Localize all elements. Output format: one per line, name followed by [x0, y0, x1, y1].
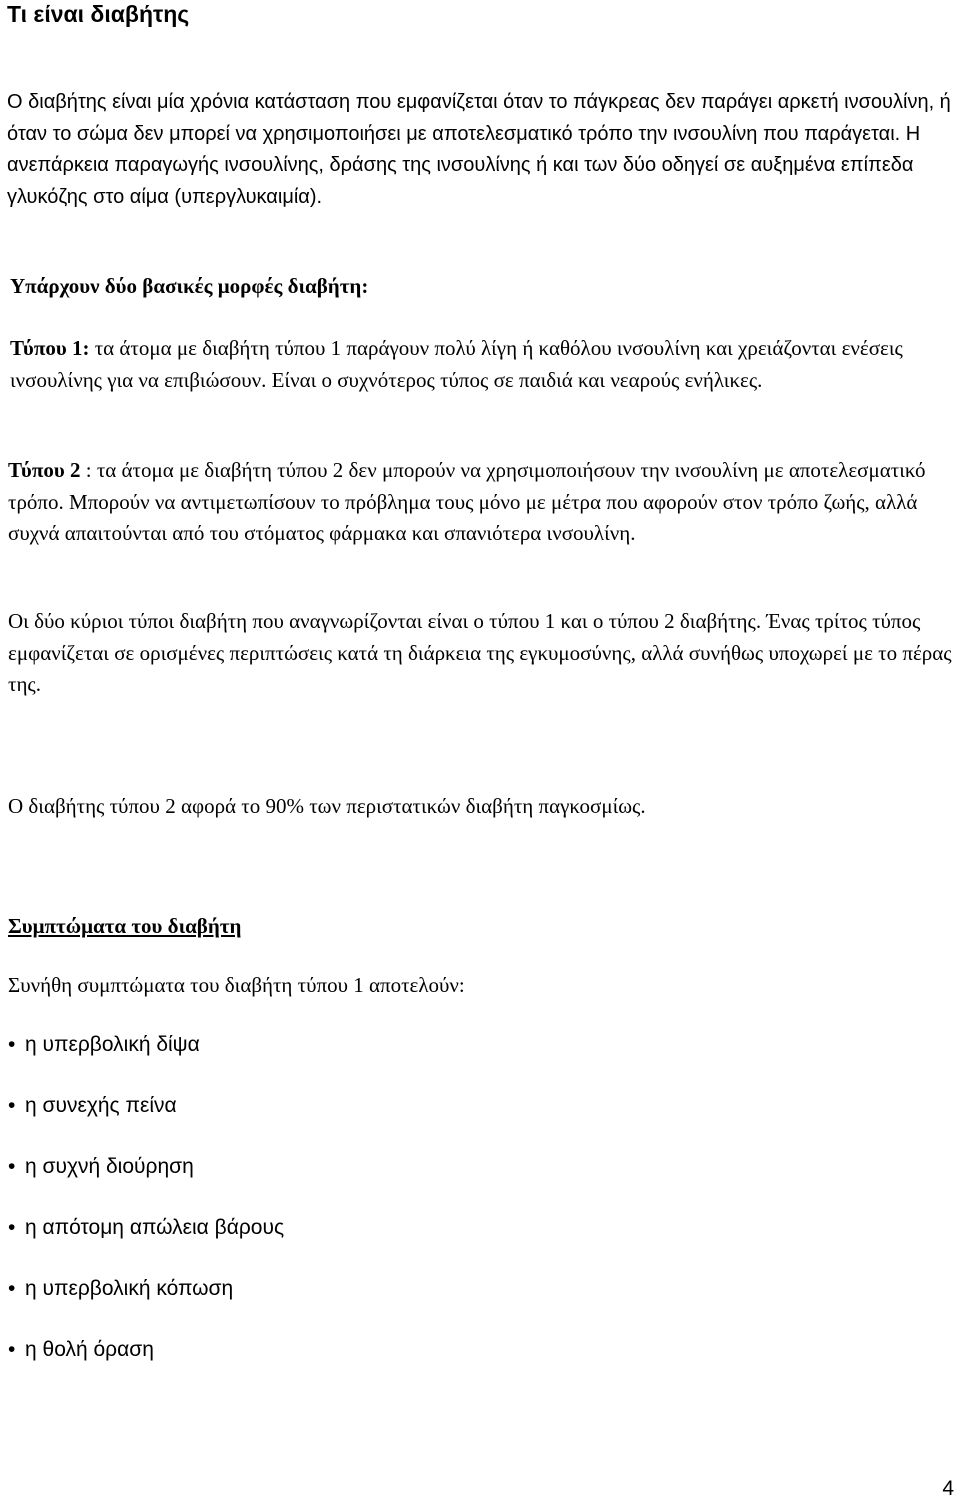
page-number: 4	[942, 1477, 954, 1500]
type1-label: Τύπου 1:	[10, 336, 90, 360]
symptom-text: η υπερβολική δίψα	[25, 1033, 200, 1056]
list-item	[8, 1153, 284, 1214]
type2-text: : τα άτομα με διαβήτη τύπου 2 δεν μπορούν να χρησιμοποιήσουν την ινσουλίνη με αποτελεσματικό τρόπο. Μπορούν να αντιμετωπίσουν το πρόβλημα τους μόνο με μέτρα που αφορούν στον τρόπο ζωής, αλλά συχνά απαιτούνται από του στόματος φάρμακα και σπανιότερα ινσουλίνη.	[8, 458, 926, 545]
symptom-text: η υπερβολική κόπωση	[25, 1277, 234, 1300]
bullet-icon: •	[8, 1216, 16, 1239]
symptom-text: η συχνή διούρηση	[25, 1155, 194, 1178]
symptoms-list	[8, 1031, 284, 1397]
bullet-icon: •	[8, 1033, 16, 1056]
symptom-text: η συνεχής πείνα	[25, 1094, 177, 1117]
symptoms-heading: Συμπτώματα του διαβήτη	[8, 914, 242, 938]
bullet-icon: •	[8, 1094, 16, 1117]
type1-text: τα άτομα με διαβήτη τύπου 1 παράγουν πολύ λίγη ή καθόλου ινσουλίνη και χρειάζονται ενέσεις ινσουλίνης για να επιβιώσουν. Είναι ο συχνότερος τύπος σε παιδιά και νεαρούς ενήλικες.	[10, 336, 903, 392]
type1-paragraph	[10, 333, 955, 396]
main-types-paragraph: Οι δύο κύριοι τύποι διαβήτη που αναγνωρίζονται είναι ο τύπου 1 και ο τύπου 2 διαβήτης. Ένας τρίτος τύπος εμφανίζεται σε ορισμένες περιπτώσεις κατά τη διάρκεια της εγκυμοσύνης, αλλά συνήθως υποχωρεί με το πέρας της.	[8, 609, 952, 696]
list-item	[8, 1092, 284, 1153]
list-item	[8, 1336, 284, 1397]
bullet-icon: •	[8, 1277, 16, 1300]
symptoms-intro: Συνήθη συμπτώματα του διαβήτη τύπου 1 αποτελούν:	[8, 973, 465, 997]
bullet-icon: •	[8, 1155, 16, 1178]
intro-paragraph: Ο διαβήτης είναι μία χρόνια κατάσταση που εμφανίζεται όταν το πάγκρεας δεν παράγει αρκετή ινσουλίνη, ή όταν το σώμα δεν μπορεί να χρησιμοποιήσει με αποτελεσματικό τρόπο την ινσουλίνη που παράγεται. Η ανεπάρκεια παραγωγής ινσουλίνης, δράσης της ινσουλίνης ή και των δύο οδηγεί σε αυξημένα επίπεδα γλυκόζης στο αίμα (υπεργλυκαιμία).	[7, 91, 951, 208]
symptom-text: η απότομη απώλεια βάρους	[25, 1216, 285, 1239]
prevalence-paragraph: Ο διαβήτης τύπου 2 αφορά το 90% των περιστατικών διαβήτη παγκοσμίως.	[8, 794, 646, 818]
type2-label: Τύπου 2	[8, 458, 81, 482]
list-item	[8, 1214, 284, 1275]
list-item	[8, 1031, 284, 1092]
symptom-text: η θολή όραση	[25, 1338, 154, 1361]
bullet-icon: •	[8, 1338, 16, 1361]
forms-heading: Υπάρχουν δύο βασικές μορφές διαβήτη:	[10, 274, 369, 298]
page-title: Τι είναι διαβήτης	[7, 1, 190, 27]
type2-paragraph	[8, 455, 953, 550]
list-item	[8, 1275, 284, 1336]
